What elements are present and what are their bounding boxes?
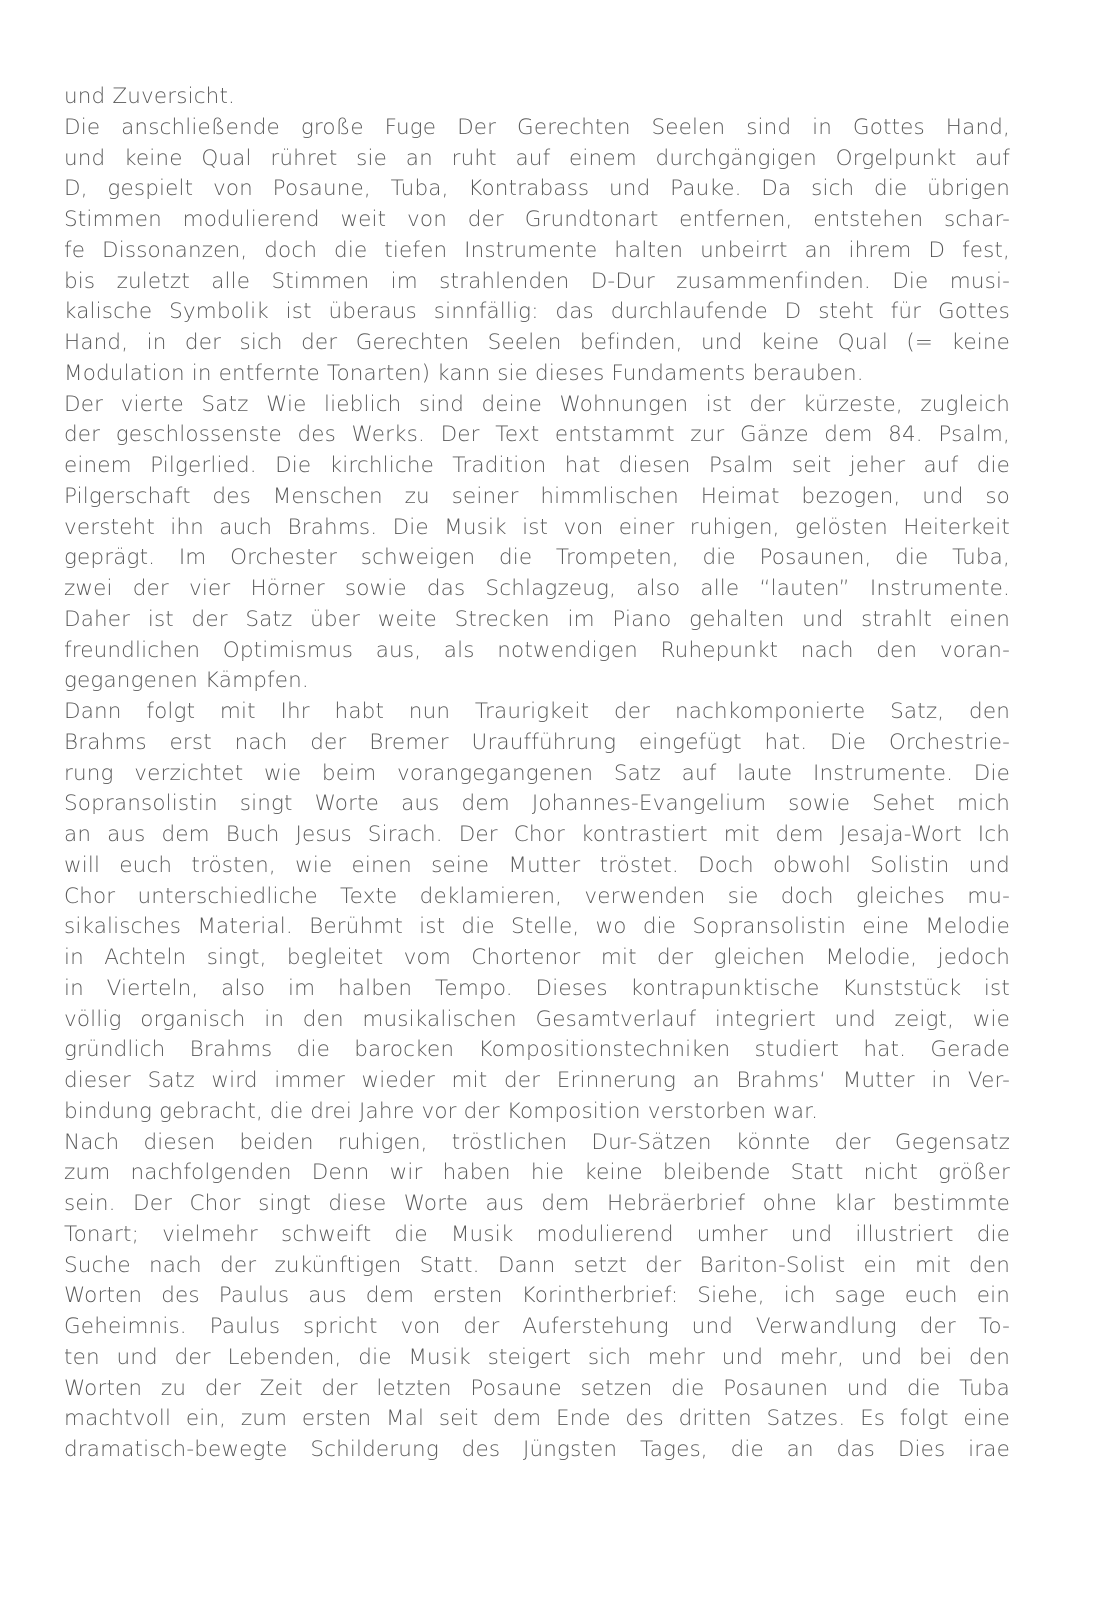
text-line: Stimmen modulierend weit von der Grundtonart entfernen, entstehen schar-: [64, 207, 1010, 232]
text-line: Suche nach der zukünftigen Statt. Dann setzt der Bariton-Solist ein mit den: [64, 1252, 1010, 1278]
text-line: rung verzichtet wie beim vorangegangenen Satz auf laute Instrumente. Die: [64, 760, 1010, 786]
text-line: Pilgerschaft des Menschen zu seiner himmlischen Heimat bezogen, und so: [64, 483, 1010, 509]
text-line: geprägt. Im Orchester schweigen die Trompeten, die Posaunen, die Tuba,: [64, 545, 1010, 571]
text-line: bis zuletzt alle Stimmen im strahlenden D-Dur zusammenfinden. Die musi-: [64, 268, 1010, 294]
paragraph-traurigkeit: [64, 697, 1010, 1128]
text-line: ten und der Lebenden, die Musik steigert sich mehr und mehr, und bei den: [64, 1344, 1010, 1370]
text-line: bindung gebracht, die drei Jahre vor der Komposition verstorben war.: [64, 1098, 819, 1124]
text-line: versteht ihn auch Brahms. Die Musik ist von einer ruhigen, gelösten Heiterkeit: [64, 514, 1010, 540]
text-line: Nach diesen beiden ruhigen, tröstlichen Dur-Sätzen könnte der Gegensatz: [64, 1129, 1010, 1155]
text-line: Geheimnis. Paulus spricht von der Auferstehung und Verwandlung der To-: [64, 1314, 1010, 1339]
text-line: dramatisch-bewegte Schilderung des Jüngsten Tages, die an das Dies irae: [64, 1437, 1010, 1462]
text-line: Der vierte Satz Wie lieblich sind deine Wohnungen ist der kürzeste, zugleich: [64, 391, 1010, 417]
text-line: in Vierteln, also im halben Tempo. Dieses kontrapunktische Kunststück ist: [64, 975, 1010, 1001]
text-line: und keine Qual rühret sie an ruht auf einem durchgängigen Orgelpunkt auf: [64, 145, 1010, 171]
text-line: zwei der vier Hörner sowie das Schlagzeug, also alle “lauten” Instrumente.: [64, 576, 1010, 601]
text-line: Sopransolistin singt Worte aus dem Johannes-Evangelium sowie Sehet mich: [64, 791, 1010, 817]
text-line: dieser Satz wird immer wieder mit der Erinnerung an Brahms‘ Mutter in Ver-: [64, 1068, 1010, 1093]
text-line: Modulation in entfernte Tonarten) kann sie dieses Fundaments berauben.: [64, 360, 864, 386]
document-page: [64, 82, 1010, 1466]
text-line: zum nachfolgenden Denn wir haben hie keine bleibende Statt nicht größer: [64, 1160, 1010, 1186]
text-line: Chor unterschiedliche Texte deklamieren, verwenden sie doch gleiches mu-: [64, 883, 1010, 909]
text-line: Worten zu der Zeit der letzten Posaune setzen die Posaunen und die Tuba: [64, 1375, 1010, 1401]
text-line: will euch trösten, wie einen seine Mutter tröstet. Doch obwohl Solistin und: [64, 852, 1010, 878]
text-line: in Achteln singt, begleitet vom Chortenor mit der gleichen Melodie, jedoch: [64, 945, 1010, 970]
text-line: Dann folgt mit Ihr habt nun Traurigkeit der nachkomponierte Satz, den: [64, 699, 1010, 724]
text-line: Brahms erst nach der Bremer Uraufführung eingefügt hat. Die Orchestrie-: [64, 729, 1010, 755]
paragraph-fuge: [64, 113, 1010, 390]
text-line: machtvoll ein, zum ersten Mal seit dem Ende des dritten Satzes. Es folgt eine: [64, 1406, 1010, 1432]
paragraph-vierter-satz: [64, 390, 1010, 698]
text-line: gründlich Brahms die barocken Kompositionstechniken studiert hat. Gerade: [64, 1037, 1010, 1063]
text-line: D, gespielt von Posaune, Tuba, Kontrabass und Pauke. Da sich die übrigen: [64, 176, 1010, 202]
text-line: und Zuversicht.: [64, 84, 236, 109]
text-line: einem Pilgerlied. Die kirchliche Tradition hat diesen Psalm seit jeher auf die: [64, 453, 1010, 478]
text-line: völlig organisch in den musikalischen Gesamtverlauf integriert und zeigt, wie: [64, 1006, 1010, 1032]
text-line: kalische Symbolik ist überaus sinnfällig: das durchlaufende D steht für Gottes: [64, 299, 1010, 325]
text-line: freundlichen Optimismus aus, als notwendigen Ruhepunkt nach den voran-: [64, 637, 1010, 663]
text-line: Daher ist der Satz über weite Strecken im Piano gehalten und strahlt einen: [64, 606, 1010, 632]
text-line: fe Dissonanzen, doch die tiefen Instrumente halten unbeirrt an ihrem D fest,: [64, 237, 1010, 263]
text-line: gegangenen Kämpfen.: [64, 668, 309, 694]
text-line: Hand, in der sich der Gerechten Seelen befinden, und keine Qual (= keine: [64, 330, 1010, 355]
text-line: sein. Der Chor singt diese Worte aus dem Hebräerbrief ohne klar bestimmte: [64, 1191, 1010, 1216]
text-line: der geschlossenste des Werks. Der Text entstammt zur Gänze dem 84. Psalm,: [64, 422, 1010, 448]
paragraph-continuation: [64, 82, 1010, 113]
paragraph-bleibende-statt: [64, 1128, 1010, 1466]
text-line: sikalisches Material. Berühmt ist die Stelle, wo die Sopransolistin eine Melodie: [64, 914, 1010, 940]
text-line: Worten des Paulus aus dem ersten Korintherbrief: Siehe, ich sage euch ein: [64, 1283, 1010, 1309]
text-line: Die anschließende große Fuge Der Gerechten Seelen sind in Gottes Hand,: [64, 114, 1010, 140]
text-line: Tonart; vielmehr schweift die Musik modulierend umher und illustriert die: [64, 1221, 1010, 1247]
text-line: an aus dem Buch Jesus Sirach. Der Chor kontrastiert mit dem Jesaja-Wort Ich: [64, 822, 1010, 847]
